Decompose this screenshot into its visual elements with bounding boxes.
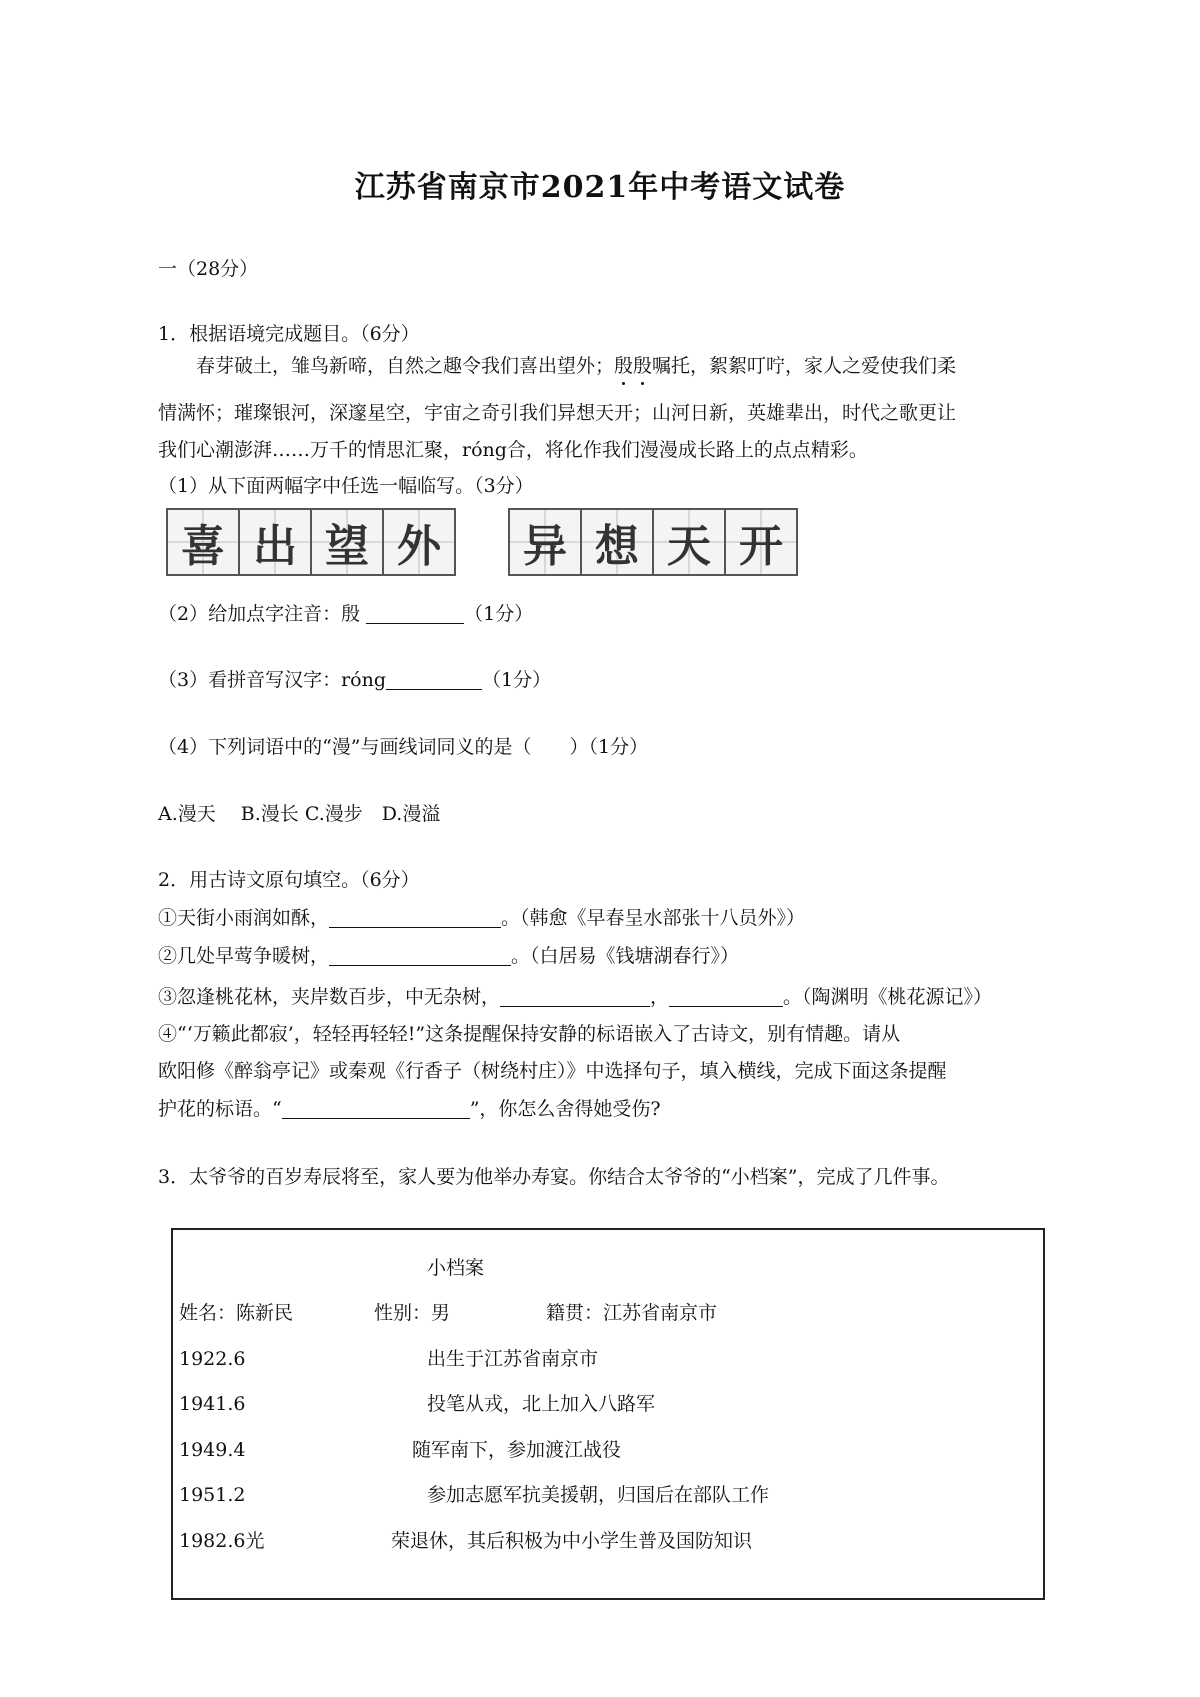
profile-row-date: 1949.4 [179, 1439, 246, 1461]
answer-blank[interactable] [329, 907, 501, 928]
q3-heading: 3．太爷爷的百岁寿辰将至，家人要为他举办寿宴。你结合太爷爷的“小档案”，完成了几件事。 [158, 1166, 950, 1188]
profile-row-date: 1922.6 [179, 1348, 246, 1370]
answer-blank[interactable] [669, 986, 783, 1007]
q2-item-3: ③忽逢桃花林，夹岸数百步，中无杂树， ， 。（陶渊明《桃花源记》） [158, 986, 993, 1008]
q2-item-1: ①天街小雨润如酥， 。（韩愈《早春呈水部张十八员外》） [158, 907, 806, 929]
copy-grid-right [508, 508, 798, 576]
answer-blank[interactable] [329, 945, 511, 966]
profile-gender: 性别：男 [374, 1302, 451, 1324]
q2-heading: 2．用古诗文原句填空。（6分） [158, 869, 420, 891]
page-title: 江苏省南京市2021年中考语文试卷 [354, 170, 846, 205]
profile-row-event: 投笔从戎，北上加入八路军 [427, 1393, 656, 1415]
q1-sub3: （3）看拼音写汉字：róng （1分） [158, 669, 552, 691]
q1-paragraph-line-1: 春芽破土，雏鸟新啼，自然之趣令我们喜出望外；殷殷嘱托，絮絮叮咛，家人之爱使我们柔 [196, 352, 956, 380]
answer-blank[interactable] [282, 1098, 470, 1119]
copy-char: 开 [726, 510, 796, 574]
q1-sub1: （1）从下面两幅字中任选一幅临写。（3分） [158, 475, 534, 497]
dotted-char: 殷 [633, 352, 652, 380]
profile-name: 姓名：陈新民 [179, 1302, 294, 1324]
profile-row-date: 1982.6光 [179, 1530, 265, 1552]
copy-char: 异 [510, 510, 582, 574]
q2-item-4-line-1: ④“‘万籁此都寂’，轻轻再轻轻!”这条提醒保持安静的标语嵌入了古诗文，别有情趣。请从 [158, 1023, 901, 1045]
answer-blank[interactable] [386, 669, 482, 690]
q2-item-2: ②几处早莺争暖树， 。（白居易《钱塘湖春行》） [158, 945, 740, 967]
profile-native-place: 籍贯：江苏省南京市 [546, 1302, 718, 1324]
copy-char: 喜 [168, 510, 240, 574]
profile-row-event: 参加志愿军抗美援朝，归国后在部队工作 [427, 1484, 770, 1506]
q1-paragraph-line-3: 我们心潮澎湃……万千的情思汇聚，róng合，将化作我们漫漫成长路上的点点精彩。 [158, 439, 868, 461]
copy-char: 想 [582, 510, 654, 574]
copy-char: 望 [312, 510, 384, 574]
profile-row-date: 1941.6 [179, 1393, 246, 1415]
profile-row-event: 出生于江苏省南京市 [427, 1348, 599, 1370]
q1-sub2: （2）给加点字注音：殷 （1分） [158, 603, 534, 625]
answer-blank[interactable] [500, 986, 650, 1007]
copy-char: 外 [384, 510, 454, 574]
copy-char: 出 [240, 510, 312, 574]
dotted-char: 殷 [614, 352, 633, 380]
q2-item-4-line-3: 护花的标语。“ ”，你怎么舍得她受伤? [158, 1098, 661, 1120]
copy-char: 天 [654, 510, 726, 574]
profile-row-date: 1951.2 [179, 1484, 246, 1506]
q1-sub4: （4）下列词语中的“漫”与画线词同义的是（ ）（1分） [158, 736, 649, 758]
answer-blank[interactable] [366, 603, 464, 624]
copy-grid-left [166, 508, 456, 576]
q1-options: A.漫天 B.漫长 C.漫步 D.漫溢 [158, 803, 441, 825]
profile-row-event: 荣退休，其后积极为中小学生普及国防知识 [391, 1530, 753, 1552]
profile-title: 小档案 [427, 1257, 485, 1279]
q2-item-4-line-2: 欧阳修《醉翁亭记》或秦观《行香子（树绕村庄）》中选择句子，填入横线，完成下面这条提醒 [158, 1060, 947, 1082]
section-heading: 一（28分） [158, 258, 259, 280]
q1-heading: 1．根据语境完成题目。（6分） [158, 323, 420, 345]
q1-paragraph-line-2: 情满怀；璀璨银河，深邃星空，宇宙之奇引我们异想天开；山河日新，英雄辈出，时代之歌更让 [158, 402, 957, 424]
profile-row-event: 随军南下，参加渡江战役 [412, 1439, 622, 1461]
